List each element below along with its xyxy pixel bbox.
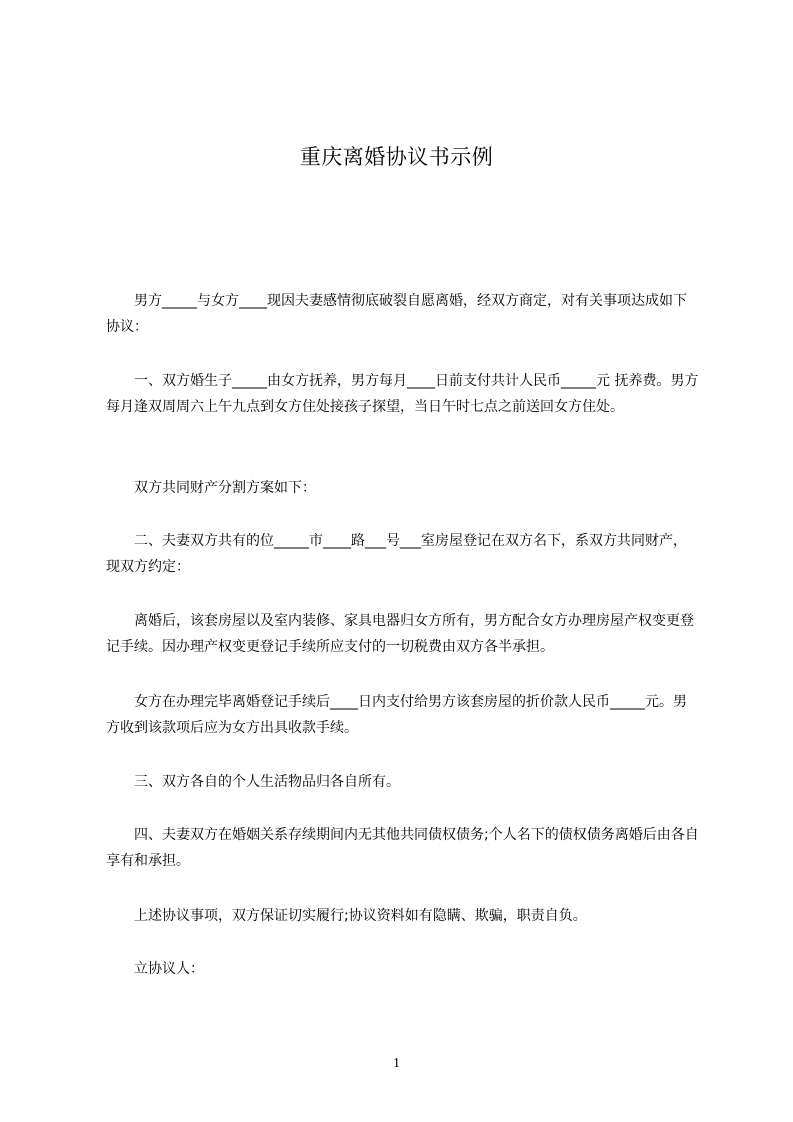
document-title: 重庆离婚协议书示例 [299, 145, 494, 169]
paragraph-house-allocation: 离婚后，该套房屋以及室内装修、家具电器归女方所有，男方配合女方办理房屋产权变更登记手续。因办理产权变更登记手续所应支付的一切税费由双方各半承担。 [106, 613, 694, 655]
paragraph-personal-items: 三、双方各自的个人生活物品归各自所有。 [106, 774, 400, 790]
paragraph-property-intro: 双方共同财产分割方案如下： [106, 480, 316, 496]
paragraph-child-custody: 一、双方婚生子_____由女方抚养，男方每月____日前支付共计人民币_____元 抚养费。男方每月逢双周周六上午九点到女方住处接孩子探望，当日午时七点之前送回女方住处。 [106, 373, 699, 415]
paragraph-debts: 四、夫妻双方在婚姻关系存续期间内无其他共同债权债务;个人名下的债权债务离婚后由各自享有和承担。 [106, 827, 699, 869]
paragraph-parties: 男方_____与女方____现因夫妻感情彻底破裂自愿离婚，经双方商定，对有关事项达成如下协议： [106, 293, 687, 335]
paragraph-guarantee: 上述协议事项，双方保证切实履行;协议资料如有隐瞒、欺骗，职责自负。 [106, 908, 587, 924]
paragraph-signatory: 立协议人： [106, 961, 204, 977]
paragraph-house-payment: 女方在办理完毕离婚登记手续后____日内支付给男方该套房屋的折价款人民币_____元。男方收到该款项后应为女方出具收款手续。 [106, 694, 687, 736]
page-number: 1 [393, 1056, 400, 1071]
paragraph-house-ownership: 二、夫妻双方共有的位_____市____路___号___室房屋登记在双方名下，系双方共同财产，现双方约定： [106, 533, 687, 575]
